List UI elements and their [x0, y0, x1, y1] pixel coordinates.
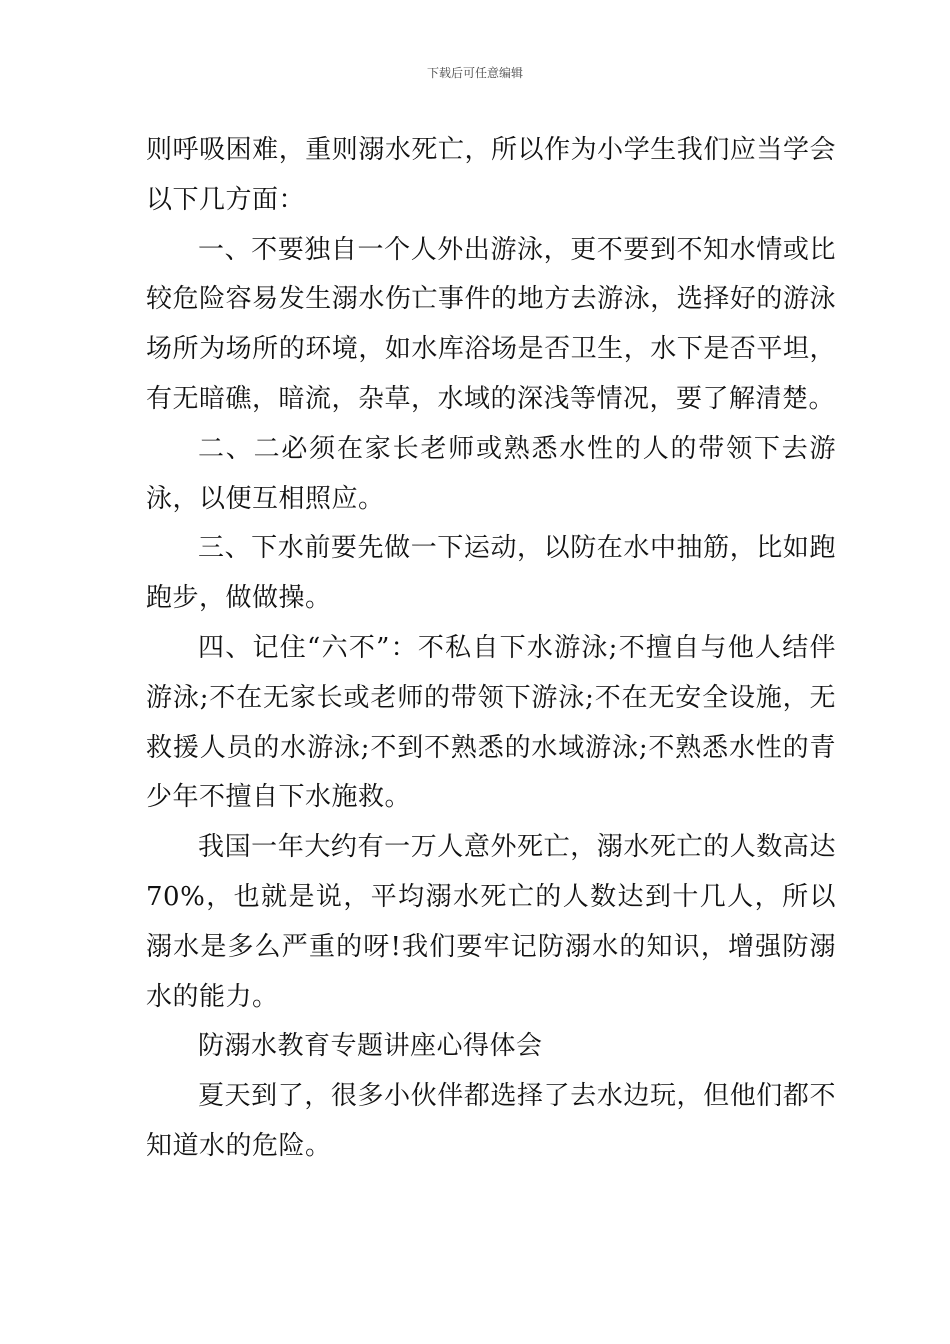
- paragraph-point-three: 三、下水前要先做一下运动，以防在水中抽筋，比如跑跑步，做做操。: [146, 533, 836, 614]
- paragraph-point-one: 一、不要独自一个人外出游泳，更不要到不知水情或比较危险容易发生溺水伤亡事件的地方去游泳，选择好的游泳场所为场所的环境，如水库浴场是否卫生，水下是否平坦，有无暗礁，暗流，杂草，水域的深浅等情况，要了解清楚。: [146, 234, 836, 414]
- document-body: [146, 126, 836, 1172]
- page-header: 下载后可任意编辑: [426, 66, 523, 80]
- paragraph-continuation: 则呼吸困难，重则溺水死亡，所以作为小学生我们应当学会以下几方面：: [146, 135, 836, 215]
- paragraph-summer: 夏天到了，很多小伙伴都选择了去水边玩，但他们都不知道水的危险。: [146, 1081, 836, 1161]
- paragraph-statistics: 我国一年大约有一万人意外死亡，溺水死亡的人数高达70%，也就是说，平均溺水死亡的人数达到十几人，所以溺水是多么严重的呀!我们要牢记防溺水的知识，增强防溺水的能力。: [146, 832, 836, 1012]
- section-title: 防溺水教育专题讲座心得体会: [198, 1031, 543, 1062]
- paragraph-point-four: 四、记住“六不”：不私自下水游泳;不擅自与他人结伴游泳;不在无家长或老师的带领下游泳;不在无安全设施，无救援人员的水游泳;不到不熟悉的水域游泳;不熟悉水性的青少年不擅自下水施救。: [146, 632, 836, 813]
- paragraph-point-two: 二、二必须在家长老师或熟悉水性的人的带领下去游泳，以便互相照应。: [146, 433, 836, 514]
